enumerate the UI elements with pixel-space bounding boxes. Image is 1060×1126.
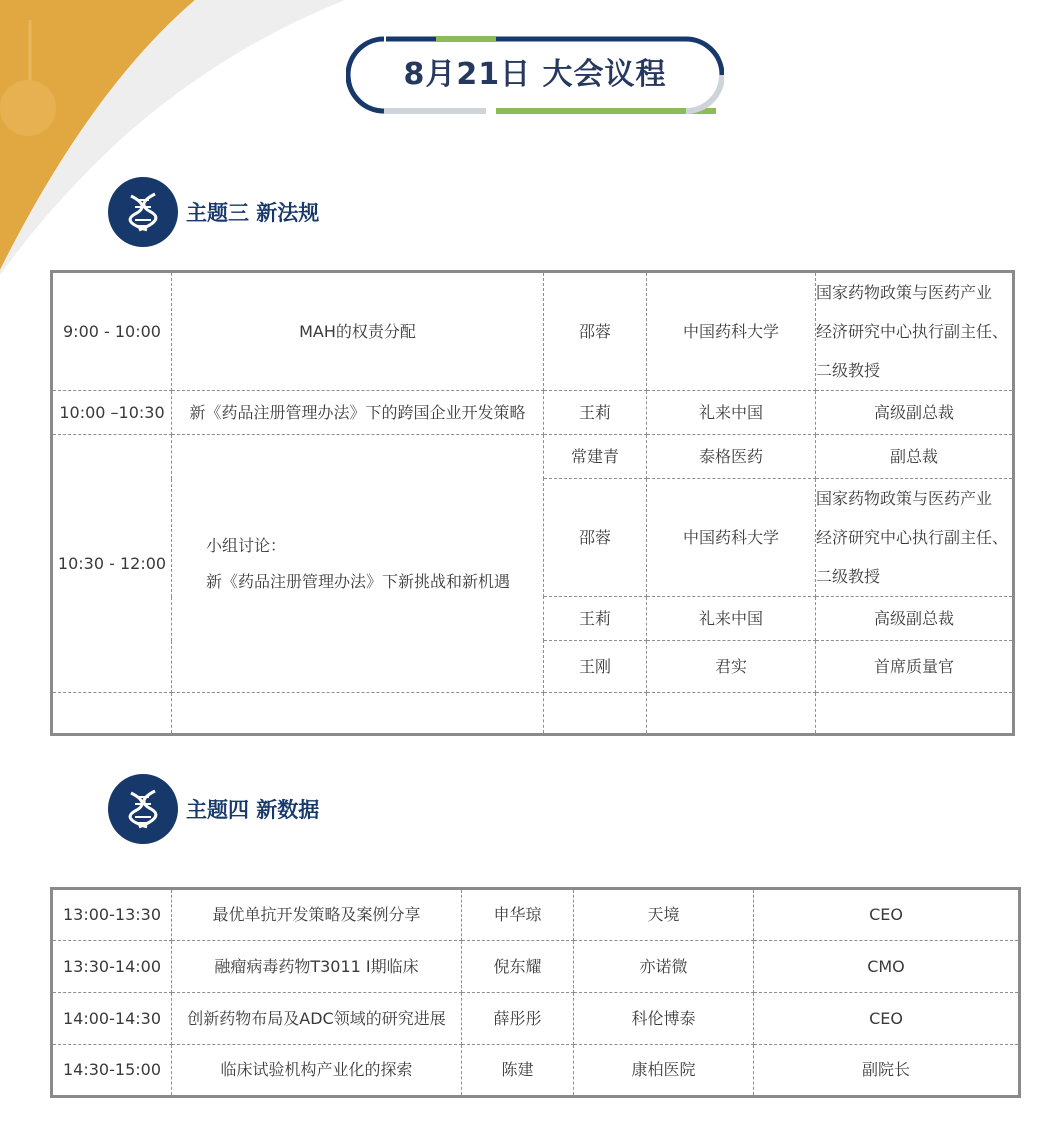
position-cell: 高级副总裁 bbox=[816, 597, 1014, 641]
topic-cell: 最优单抗开发策略及案例分享 bbox=[172, 889, 462, 941]
table-row bbox=[52, 435, 1014, 479]
org-cell: 中国药科大学 bbox=[647, 272, 816, 391]
position-cell bbox=[816, 272, 1014, 391]
speaker-cell: 倪东耀 bbox=[462, 941, 574, 993]
speaker-cell: 常建青 bbox=[544, 435, 647, 479]
org-cell: 亦诺微 bbox=[574, 941, 754, 993]
time-cell: 13:30-14:00 bbox=[52, 941, 172, 993]
empty-cell bbox=[172, 693, 544, 735]
corner-decoration bbox=[0, 0, 360, 300]
position-cell bbox=[816, 479, 1014, 597]
position-line: 二级教授 bbox=[816, 567, 881, 586]
org-cell: 康柏医院 bbox=[574, 1045, 754, 1097]
empty-cell bbox=[647, 693, 816, 735]
page-title-banner bbox=[346, 36, 724, 114]
time-cell: 9:00 - 10:00 bbox=[52, 272, 172, 391]
position-cell: CMO bbox=[754, 941, 1020, 993]
page-title: 8月21日 大会议程 bbox=[403, 57, 667, 92]
empty-cell bbox=[816, 693, 1014, 735]
org-cell: 君实 bbox=[647, 641, 816, 693]
speaker-cell: 王刚 bbox=[544, 641, 647, 693]
time-cell: 10:00 –10:30 bbox=[52, 391, 172, 435]
position-cell: 副院长 bbox=[754, 1045, 1020, 1097]
speaker-cell: 薛彤彤 bbox=[462, 993, 574, 1045]
org-cell: 科伦博泰 bbox=[574, 993, 754, 1045]
speaker-cell: 邵蓉 bbox=[544, 479, 647, 597]
speaker-cell: 王莉 bbox=[544, 391, 647, 435]
section4-header bbox=[108, 774, 319, 844]
topic-cell: MAH的权责分配 bbox=[172, 272, 544, 391]
table-row bbox=[52, 993, 1020, 1045]
dna-icon bbox=[108, 177, 178, 247]
topic-cell: 新《药品注册管理办法》下的跨国企业开发策略 bbox=[172, 391, 544, 435]
position-line: 二级教授 bbox=[816, 361, 881, 380]
position-cell: 首席质量官 bbox=[816, 641, 1014, 693]
position-cell: CEO bbox=[754, 889, 1020, 941]
table-row bbox=[52, 889, 1020, 941]
table-row bbox=[52, 391, 1014, 435]
discussion-label: 小组讨论： bbox=[206, 535, 287, 555]
empty-cell bbox=[544, 693, 647, 735]
speaker-cell: 王莉 bbox=[544, 597, 647, 641]
topic-cell: 融瘤病毒药物T3011 I期临床 bbox=[172, 941, 462, 993]
table-row bbox=[52, 1045, 1020, 1097]
table-row bbox=[52, 272, 1014, 391]
section4-agenda-table bbox=[50, 887, 1021, 1098]
dna-icon bbox=[108, 774, 178, 844]
speaker-cell: 邵蓉 bbox=[544, 272, 647, 391]
position-cell: 高级副总裁 bbox=[816, 391, 1014, 435]
section3-title: 主题三 新法规 bbox=[186, 201, 320, 225]
empty-cell bbox=[52, 693, 172, 735]
time-cell: 13:00-13:30 bbox=[52, 889, 172, 941]
discussion-topic-cell bbox=[172, 435, 544, 693]
discussion-topic: 新《药品注册管理办法》下新挑战和新机遇 bbox=[206, 571, 511, 591]
time-cell: 14:00-14:30 bbox=[52, 993, 172, 1045]
table-row-empty bbox=[52, 693, 1014, 735]
org-cell: 礼来中国 bbox=[647, 597, 816, 641]
position-line: 经济研究中心执行副主任、 bbox=[816, 322, 1009, 341]
org-cell: 泰格医药 bbox=[647, 435, 816, 479]
position-line: 国家药物政策与医药产业 bbox=[816, 283, 993, 302]
time-cell: 10:30 - 12:00 bbox=[52, 435, 172, 693]
org-cell: 礼来中国 bbox=[647, 391, 816, 435]
org-cell: 天境 bbox=[574, 889, 754, 941]
position-cell: 副总裁 bbox=[816, 435, 1014, 479]
speaker-cell: 申华琼 bbox=[462, 889, 574, 941]
section3-header bbox=[108, 177, 319, 247]
topic-cell: 创新药物布局及ADC领域的研究进展 bbox=[172, 993, 462, 1045]
position-line: 国家药物政策与医药产业 bbox=[816, 489, 993, 508]
topic-cell: 临床试验机构产业化的探索 bbox=[172, 1045, 462, 1097]
position-line: 经济研究中心执行副主任、 bbox=[816, 528, 1009, 547]
table-row bbox=[52, 941, 1020, 993]
time-cell: 14:30-15:00 bbox=[52, 1045, 172, 1097]
position-cell: CEO bbox=[754, 993, 1020, 1045]
section3-agenda-table bbox=[50, 270, 1015, 736]
section4-title: 主题四 新数据 bbox=[186, 798, 320, 822]
org-cell: 中国药科大学 bbox=[647, 479, 816, 597]
speaker-cell: 陈建 bbox=[462, 1045, 574, 1097]
